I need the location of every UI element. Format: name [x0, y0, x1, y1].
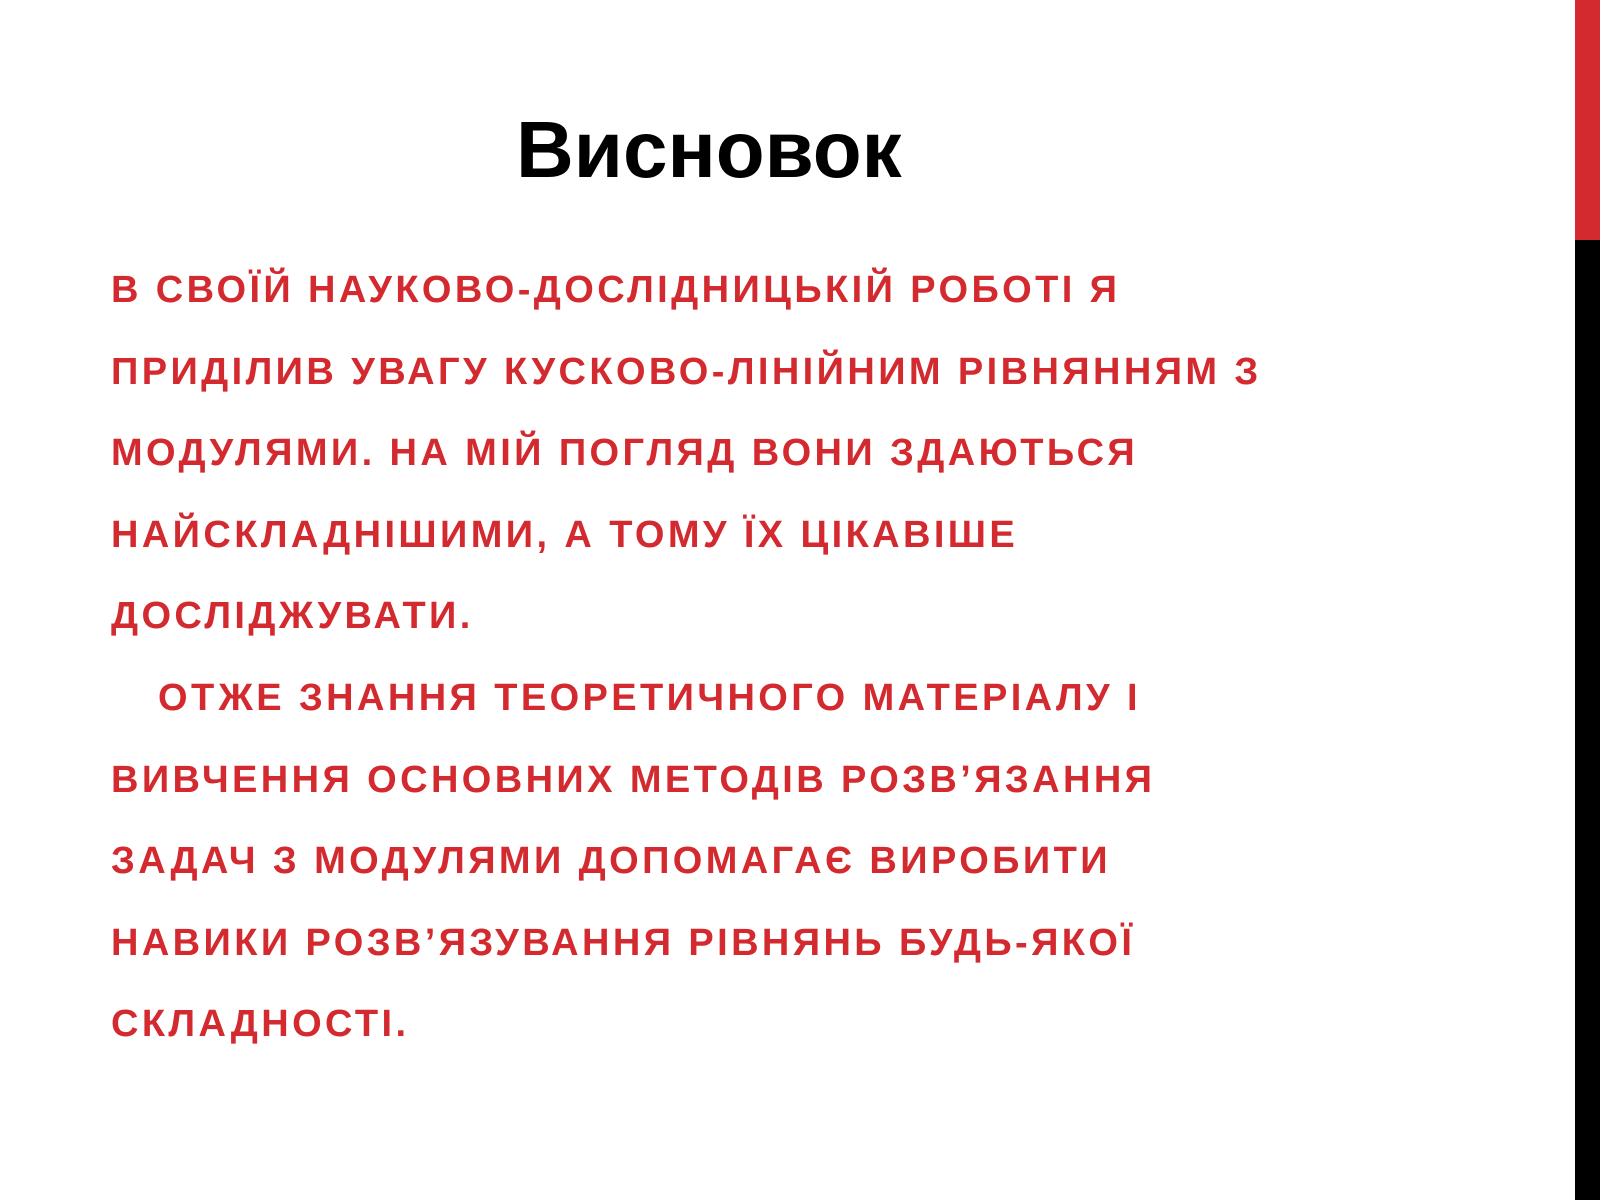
body-line: ДОСЛІДЖУВАТИ. — [111, 595, 474, 638]
slide-body — [111, 250, 1551, 1066]
side-accent-bar — [1575, 0, 1600, 1200]
side-accent-red-segment — [1575, 0, 1600, 240]
body-line: СКЛАДНОСТІ. — [111, 1003, 410, 1046]
body-line: ПРИДІЛИВ УВАГУ КУСКОВО-ЛІНІЙНИМ РІВНЯННЯМ З — [111, 350, 1262, 393]
body-line: ВИВЧЕННЯ ОСНОВНИХ МЕТОДІВ РОЗВ’ЯЗАННЯ — [111, 758, 1156, 801]
body-line: НАВИКИ РОЗВ’ЯЗУВАННЯ РІВНЯНЬ БУДЬ-ЯКОЇ — [111, 921, 1136, 964]
body-line: ОТЖЕ ЗНАННЯ ТЕОРЕТИЧНОГО МАТЕРІАЛУ І — [158, 676, 1141, 719]
body-line: ЗАДАЧ З МОДУЛЯМИ ДОПОМАГАЄ ВИРОБИТИ — [111, 840, 1111, 883]
body-line: МОДУЛЯМИ. НА МІЙ ПОГЛЯД ВОНИ ЗДАЮТЬСЯ — [111, 432, 1139, 475]
side-accent-black-segment — [1575, 240, 1600, 1200]
slide-title: Висновок — [516, 105, 902, 194]
body-line: НАЙСКЛАДНІШИМИ, А ТОМУ ЇХ ЦІКАВІШЕ — [111, 513, 1019, 556]
body-line: В СВОЇЙ НАУКОВО-ДОСЛІДНИЦЬКІЙ РОБОТІ Я — [111, 269, 1121, 311]
